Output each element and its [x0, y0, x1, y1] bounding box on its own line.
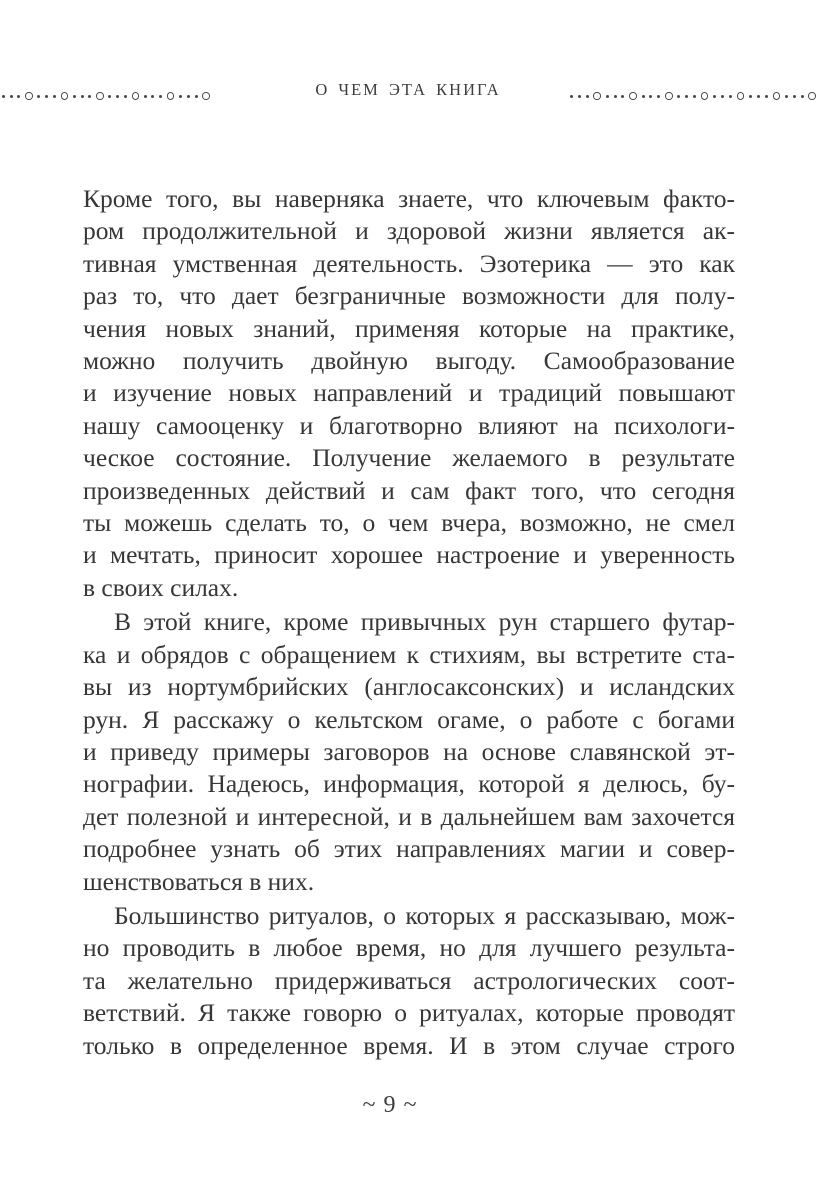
text-line: нашу самооценку и благотворно влияют на психологи-: [83, 410, 735, 440]
ornament-ring-icon: [593, 92, 601, 100]
text-line: та желательно придерживаться астрологических соот-: [83, 965, 735, 995]
text-line: дет полезной и интересной, и в дальнейшем вам захочется: [83, 801, 735, 831]
ornament-dot-icon: [685, 95, 688, 98]
text-line: вы из нортумбрийских (англосаксонских) и исландских: [83, 672, 735, 702]
ornament-dot-icon: [765, 95, 768, 98]
ornament-dot-icon: [642, 95, 645, 98]
text-line: ты можешь сделать то, о чем вчера, возможно, не смел: [83, 508, 735, 538]
ornament-ring-icon: [773, 92, 781, 100]
running-head-title: О ЧЕМ ЭТА КНИГА: [315, 80, 501, 99]
text-line: только в определенное время. И в этом случае строго: [83, 1030, 735, 1060]
text-line: произведенных действий и сам факт того, что сегодня: [83, 475, 735, 505]
text-line: но проводить в любое время, но для лучшего результа-: [83, 933, 735, 963]
ornament-dot-icon: [621, 95, 624, 98]
ornament-ring-icon: [737, 92, 745, 100]
text-line: и мечтать, приносит хорошее настроение и уверенность: [83, 540, 735, 570]
text-line: подробнее узнать об этих направлениях магии и совер-: [83, 834, 735, 864]
paragraph: [83, 606, 735, 898]
text-line: можно получить двойную выгоду. Самообразование: [83, 346, 735, 376]
ornament-ring-icon: [665, 92, 673, 100]
text-line: ветствий. Я также говорю о ритуалах, которые проводят: [83, 998, 735, 1028]
ornament-dot-icon: [729, 95, 732, 98]
ornament-dot-icon: [606, 95, 609, 98]
header-ornament-right: [570, 91, 816, 101]
text-line: ка и обрядов с обращением к стихиям, вы встретите ста-: [83, 639, 735, 669]
ornament-dot-icon: [713, 95, 716, 98]
ornament-dot-icon: [578, 95, 581, 98]
ornament-dot-icon: [614, 95, 617, 98]
ornament-dot-icon: [677, 95, 680, 98]
text-line: чения новых знаний, применяя которые на практике,: [83, 313, 735, 343]
ornament-dot-icon: [793, 95, 796, 98]
ornament-dot-icon: [586, 95, 589, 98]
text-line: Кроме того, вы наверняка знаете, что ключевым факто-: [83, 184, 735, 213]
text-line: раз то, что дает безграничные возможности для полу-: [83, 281, 735, 311]
body-text: [83, 183, 735, 1062]
ornament-ring-icon: [629, 92, 637, 100]
text-line: и изучение новых направлений и традиций повышают: [83, 378, 735, 408]
text-line: тивная умственная деятельность. Эзотерика — это как: [83, 248, 735, 278]
ornament-ring-icon: [808, 92, 816, 100]
text-line: Большинство ритуалов, о которых я рассказываю, мож-: [114, 900, 735, 930]
paragraph: [83, 900, 735, 1062]
text-line: В этой книге, кроме привычных рун старшего футар-: [114, 607, 735, 637]
text-line: ческое состояние. Получение желаемого в результате: [83, 443, 735, 473]
ornament-dot-icon: [721, 95, 724, 98]
text-line: ром продолжительной и здоровой жизни является ак-: [83, 216, 735, 246]
page-number: ~ 9 ~: [362, 1092, 418, 1118]
text-line: нографии. Надеюсь, информация, которой я делюсь, бу-: [83, 769, 735, 799]
ornament-dot-icon: [570, 95, 573, 98]
paragraph: [83, 183, 735, 604]
text-line: рун. Я расскажу о кельтском огаме, о работе с богами: [83, 704, 735, 734]
ornament-dot-icon: [801, 95, 804, 98]
ornament-ring-icon: [701, 92, 709, 100]
ornament-dot-icon: [657, 95, 660, 98]
ornament-dot-icon: [693, 95, 696, 98]
ornament-dot-icon: [649, 95, 652, 98]
ornament-dot-icon: [785, 95, 788, 98]
text-line: и приведу примеры заговоров на основе славянской эт-: [83, 736, 735, 766]
ornament-dot-icon: [757, 95, 760, 98]
text-line: в своих силах.: [83, 572, 239, 602]
text-line: шенствоваться в них.: [83, 866, 315, 896]
ornament-dot-icon: [749, 95, 752, 98]
